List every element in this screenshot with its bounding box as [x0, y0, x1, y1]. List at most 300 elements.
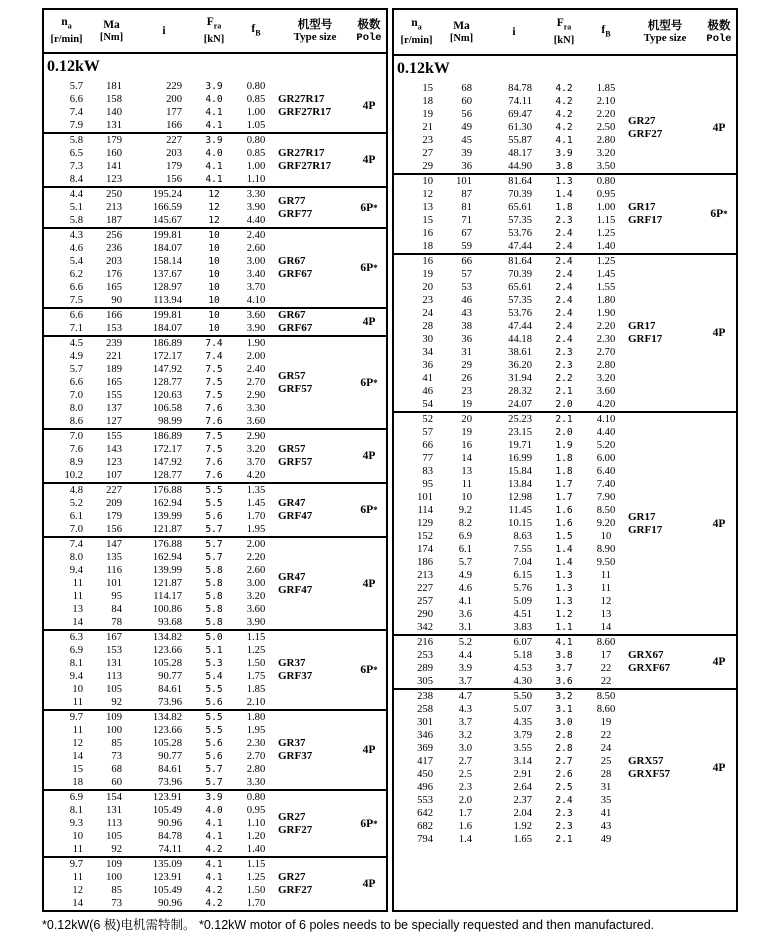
torque-cell: 87: [461, 189, 472, 200]
spec-row: [394, 398, 628, 411]
speed-cell: 417: [417, 756, 433, 767]
torque-cell: 39: [461, 148, 472, 159]
spec-row: [394, 621, 628, 634]
type-size-line: GR17: [628, 201, 656, 213]
footnote-en: *0.12kW motor of 6 poles needs to be specially requested and then manufactured.: [198, 918, 655, 932]
speed-cell: 16: [422, 256, 433, 267]
radial-force-cell: 5.7: [205, 539, 223, 550]
torque-cell: 14: [461, 453, 472, 464]
speed-cell: 5.7: [69, 81, 83, 92]
service-factor-cell: 2.80: [596, 360, 616, 371]
service-factor-cell: 3.60: [596, 386, 616, 397]
radial-force-cell: 10: [208, 310, 220, 321]
spec-row: [44, 443, 278, 456]
power-rating-label: 0.12kW: [47, 58, 100, 75]
ratio-cell: 11.45: [508, 505, 532, 516]
ratio-cell: 53.76: [508, 228, 532, 239]
pole-label: 4P: [362, 316, 376, 328]
speed-cell: 6.5: [69, 148, 83, 159]
radial-force-cell: 1.6: [555, 518, 573, 529]
service-factor-cell: 1.00: [246, 107, 266, 118]
speed-cell: 238: [417, 691, 433, 702]
service-factor-cell: 0.80: [246, 81, 266, 92]
service-factor-cell: 13: [600, 609, 612, 620]
service-factor-cell: 1.40: [596, 241, 616, 252]
speed-cell: 14: [72, 617, 83, 628]
service-factor-subscript: B: [255, 28, 261, 38]
spec-panel-right: [392, 8, 738, 912]
speed-cell: 289: [417, 663, 433, 674]
spec-group: [394, 413, 736, 636]
service-factor-cell: 2.70: [246, 377, 266, 388]
torque-cell: 140: [106, 107, 122, 118]
ratio-cell: 53.76: [508, 308, 532, 319]
speed-cell: 13: [72, 604, 83, 615]
speed-cell: 4.4: [69, 189, 83, 200]
spec-row: [44, 350, 278, 363]
speed-cell: 129: [417, 518, 433, 529]
torque-cell: 131: [106, 658, 122, 669]
service-factor-cell: 1.70: [246, 511, 266, 522]
ratio-cell: 203: [166, 148, 182, 159]
speed-cell: 10: [72, 684, 83, 695]
spec-group: [44, 631, 386, 711]
service-factor-cell: 1.80: [596, 295, 616, 306]
torque-cell: 187: [106, 215, 122, 226]
spec-row: [44, 484, 278, 497]
service-factor-cell: 1.95: [246, 524, 266, 535]
radial-force-cell: 3.7: [555, 663, 573, 674]
type-size-en: Type size: [293, 31, 337, 43]
ratio-cell: 90.77: [158, 751, 182, 762]
type-size-line: GRF47: [278, 510, 313, 522]
torque-cell: 3.7: [458, 717, 472, 728]
radial-force-cell: 4.1: [205, 831, 223, 842]
type-size-line: GRXF67: [628, 662, 671, 674]
speed-cell: 682: [417, 821, 433, 832]
spec-row: [394, 452, 628, 465]
radial-force-cell: 5.8: [205, 565, 223, 576]
speed-cell: 54: [422, 399, 433, 410]
torque-cell: 101: [456, 176, 472, 187]
torque-cell: 105: [106, 684, 122, 695]
type-size-label: [278, 134, 352, 186]
ratio-cell: 15.84: [508, 466, 532, 477]
speed-cell: 7.9: [69, 120, 83, 131]
type-size-line: GRXF57: [628, 768, 671, 780]
ratio-cell: 134.82: [152, 632, 182, 643]
speed-cell: 15: [72, 764, 83, 775]
spec-group: [44, 484, 386, 538]
type-size-line: GRX67: [628, 649, 664, 661]
spec-row: [44, 402, 278, 415]
spec-row: [394, 794, 628, 807]
speed-cell: 186: [417, 557, 433, 568]
speed-cell: 20: [422, 282, 433, 293]
ratio-cell: 7.55: [513, 544, 532, 555]
service-factor-cell: 1.25: [596, 228, 616, 239]
service-factor-cell: 2.00: [246, 539, 266, 550]
speed-cell: 253: [417, 650, 433, 661]
type-size-label: [278, 858, 352, 910]
service-factor-cell: 1.50: [246, 658, 266, 669]
speed-cell: 7.0: [69, 431, 83, 442]
speed-cell: 11: [72, 872, 83, 883]
column-header-type-size: [628, 20, 702, 44]
spec-row: [394, 595, 628, 608]
radial-force-cell: 2.3: [555, 360, 573, 371]
service-factor-subscript: B: [605, 29, 611, 39]
radial-force-cell: 2.7: [555, 756, 573, 767]
ratio-cell: 44.90: [508, 161, 532, 172]
service-factor-cell: 2.90: [246, 431, 266, 442]
ratio-cell: 4.30: [513, 676, 532, 687]
spec-row: [44, 173, 278, 186]
ratio-cell: 176.88: [152, 539, 182, 550]
service-factor-cell: 2.30: [246, 738, 266, 749]
service-factor-cell: 4.40: [246, 215, 266, 226]
service-factor-cell: 1.00: [596, 202, 616, 213]
service-factor-cell: 2.20: [246, 552, 266, 563]
service-factor-cell: 3.30: [246, 777, 266, 788]
spec-rows: [394, 413, 628, 634]
spec-row: [394, 716, 628, 729]
radial-force-cell: 2.0: [555, 399, 573, 410]
radial-force-cell: 2.4: [555, 334, 573, 345]
service-factor-cell: 3.60: [246, 416, 266, 427]
service-factor-cell: 3.60: [246, 310, 266, 321]
torque-cell: 158: [106, 94, 122, 105]
service-factor-cell: 2.00: [246, 351, 266, 362]
spec-rows: [44, 134, 278, 186]
spec-panel-left: [42, 8, 388, 912]
ratio-cell: 48.17: [508, 148, 532, 159]
speed-cell: 4.5: [69, 338, 83, 349]
torque-cell: 60: [111, 777, 122, 788]
radial-force-cell: 1.8: [555, 466, 573, 477]
speed-cell: 8.6: [69, 416, 83, 427]
ratio-cell: 162.94: [152, 498, 182, 509]
torque-cell: 113: [106, 818, 122, 829]
pole-label: 6P *: [360, 664, 378, 676]
ratio-cell: 176.88: [152, 485, 182, 496]
type-size-line: GR27: [278, 810, 306, 823]
torque-cell: 3.1: [458, 622, 472, 633]
spec-row: [394, 227, 628, 240]
pole-label: 6P *: [360, 376, 378, 389]
radial-force-cell: 1.8: [555, 453, 573, 464]
service-factor-cell: 2.70: [246, 751, 266, 762]
speed-cell: 305: [417, 676, 433, 687]
service-factor-cell: 22: [600, 663, 612, 674]
radial-force-cell: 1.2: [555, 609, 573, 620]
ratio-cell: 5.50: [513, 691, 532, 702]
pole-label: 6P *: [360, 262, 378, 274]
type-size-label: [278, 791, 352, 856]
pole-zh: 极数: [357, 18, 381, 31]
pole-label: 4P: [712, 517, 726, 530]
radial-force-cell: 3.8: [555, 161, 573, 172]
type-size-line: GR37: [278, 657, 306, 669]
radial-force-cell: 2.4: [555, 241, 573, 252]
radial-force-cell: 5.7: [205, 764, 223, 775]
service-factor-cell: 1.55: [596, 282, 616, 293]
ratio-cell: 69.47: [508, 109, 532, 120]
service-factor-cell: 0.85: [246, 148, 266, 159]
service-factor-cell: 3.20: [246, 591, 266, 602]
torque-cell: 189: [106, 364, 122, 375]
radial-force-cell: 10: [208, 282, 220, 293]
speed-cell: 642: [417, 808, 433, 819]
torque-cell: 71: [461, 215, 472, 226]
type-size-line: GRF17: [628, 214, 663, 226]
torque-cell: 155: [106, 390, 122, 401]
ratio-cell: 65.61: [508, 202, 532, 213]
ratio-cell: 70.39: [508, 269, 532, 280]
radial-force-cell: 4.2: [555, 83, 573, 94]
spec-group: [394, 175, 736, 255]
speed-cell: 10.2: [64, 470, 83, 481]
radial-force-cell: 3.9: [205, 81, 223, 92]
radial-force-cell: 12: [208, 189, 220, 200]
spec-tables: [42, 8, 738, 912]
torque-cell: 19: [461, 399, 472, 410]
service-factor-cell: 4.20: [246, 470, 266, 481]
torque-cell: 81: [461, 202, 472, 213]
spec-row: [44, 294, 278, 307]
speed-cell: 12: [72, 885, 83, 896]
spec-group: [44, 711, 386, 791]
radial-force-cell: 4.2: [555, 122, 573, 133]
ratio-cell: 229: [166, 81, 182, 92]
service-factor-cell: 10: [600, 531, 612, 542]
service-factor-cell: 19: [600, 717, 612, 728]
spec-group: [44, 80, 386, 134]
torque-cell: 85: [111, 885, 122, 896]
speed-cell: 46: [422, 386, 433, 397]
torque-cell: 105: [106, 831, 122, 842]
spec-row: [394, 426, 628, 439]
spec-row: [394, 690, 628, 703]
radial-force-cell: 7.5: [205, 390, 223, 401]
service-factor-cell: 1.85: [596, 83, 616, 94]
ratio-cell: 105.28: [152, 738, 182, 749]
torque-cell: 46: [461, 295, 472, 306]
radial-force-cell: 2.3: [555, 215, 573, 226]
spec-row: [394, 175, 628, 188]
speed-cell: 83: [422, 466, 433, 477]
spec-row: [394, 517, 628, 530]
torque-cell: 90: [111, 295, 122, 306]
ratio-cell: 106.58: [152, 403, 182, 414]
speed-cell: 14: [72, 751, 83, 762]
torque-cell: 5.2: [458, 637, 472, 648]
radial-force-cell: 4.1: [205, 872, 223, 883]
speed-cell: 14: [72, 898, 83, 909]
spec-row: [44, 631, 278, 644]
service-factor-cell: 2.40: [246, 230, 266, 241]
ratio-cell: 166: [166, 120, 182, 131]
spec-row: [394, 147, 628, 160]
speed-cell: 41: [422, 373, 433, 384]
radial-force-cell: 3.9: [555, 148, 573, 159]
service-factor-cell: 3.90: [246, 323, 266, 334]
ratio-cell: 105.49: [152, 805, 182, 816]
ratio-cell: 19.71: [508, 440, 532, 451]
radial-force-cell: 5.5: [205, 498, 223, 509]
torque-cell: 1.6: [458, 821, 472, 832]
pole-label: 4P: [362, 744, 376, 756]
spec-row: [394, 582, 628, 595]
ratio-cell: 4.53: [513, 663, 532, 674]
torque-cell: 6.1: [458, 544, 472, 555]
torque-cell: 155: [106, 431, 122, 442]
radial-force-cell: 4.0: [205, 94, 223, 105]
spec-rows: [44, 791, 278, 856]
spec-row: [394, 294, 628, 307]
torque-cell: 181: [106, 81, 122, 92]
speed-cell: 16: [422, 228, 433, 239]
torque-cell: 57: [461, 269, 472, 280]
spec-groups-left: [44, 80, 386, 910]
ratio-cell: 3.83: [513, 622, 532, 633]
ratio-cell: 137.67: [152, 269, 182, 280]
torque-cell: 73: [111, 898, 122, 909]
radial-force-cell: 4.1: [205, 107, 223, 118]
torque-cell: 85: [111, 738, 122, 749]
service-factor-cell: 1.25: [246, 872, 266, 883]
torque-cell: 20: [461, 414, 472, 425]
type-size-line: GRF27R17: [278, 106, 332, 118]
ratio-cell: 90.96: [158, 898, 182, 909]
spec-row: [44, 564, 278, 577]
spec-row: [44, 337, 278, 350]
service-factor-cell: 2.20: [596, 109, 616, 120]
radial-force-cell: 5.7: [205, 777, 223, 788]
speed-cell: 77: [422, 453, 433, 464]
radial-force-cell: 7.6: [205, 403, 223, 414]
service-factor-cell: 1.35: [246, 485, 266, 496]
service-factor-cell: 4.10: [596, 414, 616, 425]
spec-row: [394, 675, 628, 688]
torque-cell: 176: [106, 269, 122, 280]
spec-row: [394, 134, 628, 147]
radial-force-cell: 5.1: [205, 645, 223, 656]
speed-cell: 4.8: [69, 485, 83, 496]
radial-force-cell: 2.4: [555, 795, 573, 806]
torque-cell: 60: [461, 96, 472, 107]
radial-force-cell: 7.6: [205, 470, 223, 481]
ratio-cell: 179: [166, 161, 182, 172]
spec-row: [44, 497, 278, 510]
spec-row: [44, 255, 278, 268]
speed-cell: 216: [417, 637, 433, 648]
type-size-line: GR47: [278, 570, 306, 583]
speed-cell: 30: [422, 334, 433, 345]
service-factor-symbol: f: [601, 23, 606, 36]
radial-force-cell: 4.0: [205, 148, 223, 159]
torque-cell: 227: [106, 485, 122, 496]
service-factor-cell: 1.05: [246, 120, 266, 131]
ratio-cell: 24.07: [508, 399, 532, 410]
service-factor-cell: 43: [600, 821, 612, 832]
radial-force-cell: 5.6: [205, 751, 223, 762]
speed-cell: 4.9: [69, 351, 83, 362]
torque-cell: 4.9: [458, 570, 472, 581]
torque-cell: 1.4: [458, 834, 472, 845]
service-factor-cell: 22: [600, 676, 612, 687]
service-factor-cell: 7.40: [596, 479, 616, 490]
column-header-radial-force: [544, 17, 584, 46]
pole-label: 4P: [362, 577, 376, 590]
type-size-label: [628, 636, 702, 688]
speed-cell: 5.7: [69, 364, 83, 375]
ratio-cell: 121.87: [152, 524, 182, 535]
spec-row: [44, 817, 278, 830]
spec-group: [44, 858, 386, 910]
ratio-cell: 1.65: [513, 834, 532, 845]
radial-force-cell: 2.4: [555, 228, 573, 239]
speed-cell: 258: [417, 704, 433, 715]
torque-cell: 31: [461, 347, 472, 358]
power-rating-label: 0.12kW: [397, 60, 450, 77]
torque-cell: 147: [106, 539, 122, 550]
type-size-zh: 机型号: [647, 20, 683, 32]
service-factor-cell: 2.10: [596, 96, 616, 107]
speed-cell: 6.9: [69, 645, 83, 656]
column-header-pole: [352, 19, 386, 44]
ratio-cell: 2.37: [513, 795, 532, 806]
ratio-cell: 73.96: [158, 777, 182, 788]
type-size-line: GR27: [628, 114, 656, 127]
radial-force-cell: 2.3: [555, 347, 573, 358]
ratio-cell: 2.04: [513, 808, 532, 819]
torque-cell: 13: [461, 466, 472, 477]
torque-cell: 167: [106, 632, 122, 643]
pole-zh: 极数: [707, 19, 731, 32]
type-size-label: [278, 484, 352, 536]
spec-row: [44, 590, 278, 603]
radial-force-cell: 1.3: [555, 176, 573, 187]
radial-force-cell: 3.6: [555, 676, 573, 687]
speed-cell: 23: [422, 135, 433, 146]
service-factor-cell: 3.30: [246, 189, 266, 200]
ratio-cell: 139.99: [152, 511, 182, 522]
ratio-cell: 84.78: [508, 83, 532, 94]
torque-cell: 68: [111, 764, 122, 775]
type-size-line: GRF27: [628, 127, 663, 140]
service-factor-cell: 9.20: [596, 518, 616, 529]
torque-cell: 36: [461, 161, 472, 172]
radial-force-cell: 10: [208, 243, 220, 254]
spec-row: [44, 871, 278, 884]
type-size-line: GR47: [278, 497, 306, 509]
spec-row: [394, 729, 628, 742]
service-factor-symbol: f: [251, 22, 256, 35]
spec-row: [394, 201, 628, 214]
spec-row: [394, 649, 628, 662]
torque-cell: 10: [461, 492, 472, 503]
torque-unit: [Nm]: [99, 31, 124, 43]
torque-cell: 109: [106, 859, 122, 870]
spec-row: [44, 644, 278, 657]
radial-force-cell: 1.8: [555, 202, 573, 213]
spec-row: [44, 724, 278, 737]
spec-row: [44, 281, 278, 294]
radial-force-cell: 4.2: [205, 898, 223, 909]
type-size-label: [278, 188, 352, 227]
service-factor-cell: 3.20: [246, 444, 266, 455]
